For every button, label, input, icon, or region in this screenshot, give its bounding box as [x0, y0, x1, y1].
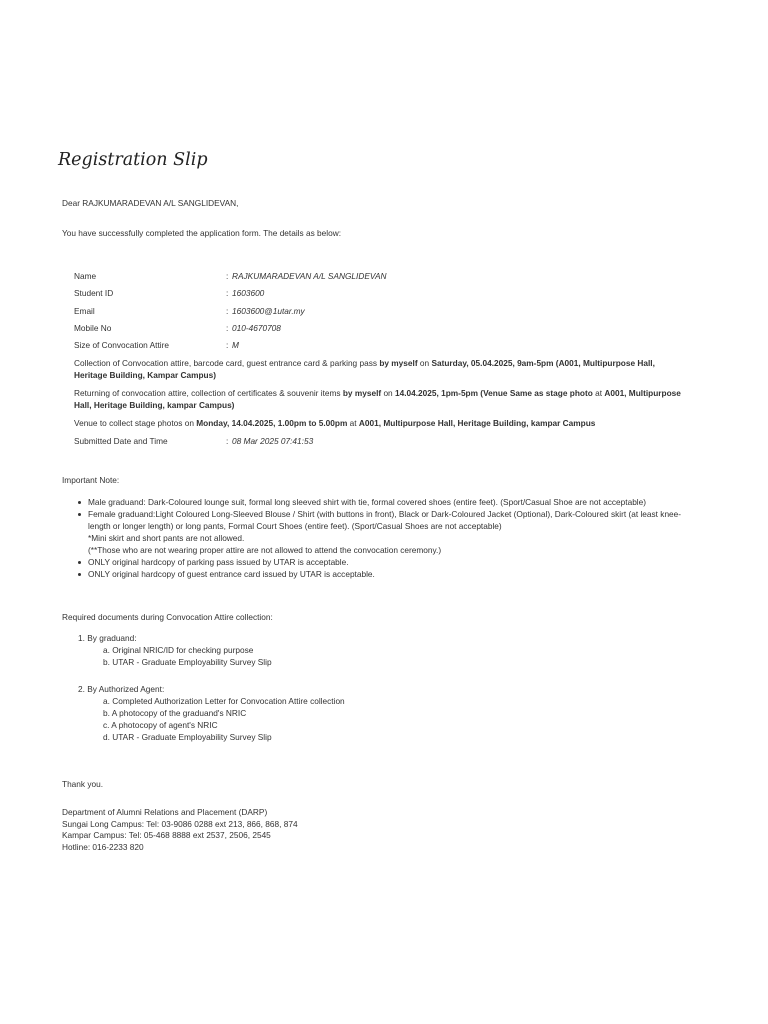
collection-who: by myself — [379, 358, 418, 369]
detail-colon: : — [226, 288, 229, 299]
detail-value: 1603600@1utar.my — [232, 305, 305, 316]
list-item: a. Original NRIC/ID for checking purpose — [103, 645, 254, 655]
venue-where: A001, Multipurpose Hall, Heritage Building, kampar Campus — [358, 418, 596, 429]
collection-when-where: Saturday, 05.04.2025, 9am-5pm (A001, Multipurpose Hall, Heritage Building, Kampar Campus) — [74, 358, 655, 381]
detail-label: Email — [74, 305, 95, 316]
required-documents-heading: Required documents during Convocation Attire collection: — [62, 612, 273, 622]
collection-text: Collection of Convocation attire, barcode card, guest entrance card & parking pass — [74, 358, 380, 369]
required-documents-list — [78, 632, 578, 743]
thank-you-text: Thank you. — [62, 779, 104, 789]
note-text: ONLY original hardcopy of guest entrance card issued by UTAR is acceptable. — [88, 569, 375, 579]
returning-where: A001, Multipurpose Hall, Heritage Building, kampar Campus) — [74, 388, 681, 411]
detail-row-mobile — [74, 322, 684, 339]
list-item: c. A photocopy of agent's NRIC — [103, 720, 218, 730]
detail-row-submitted — [74, 435, 684, 452]
collection-text: on — [417, 358, 432, 369]
detail-value: 1603600 — [232, 288, 265, 299]
details-section — [74, 270, 684, 452]
detail-label: Submitted Date and Time — [74, 435, 168, 446]
detail-label: Size of Convocation Attire — [74, 340, 170, 351]
required-group-title: 1. By graduand: — [78, 633, 137, 643]
detail-colon: : — [226, 322, 229, 333]
note-text: Male graduand: Dark-Coloured lounge suit, formal long sleeved shirt with tie, formal covered shoes (entire feet). (Sport/Casual Shoe are not acceptable) — [88, 497, 647, 507]
detail-row-attire-size — [74, 339, 684, 356]
detail-value: 08 Mar 2025 07:41:53 — [232, 435, 314, 446]
detail-colon: : — [226, 271, 229, 281]
returning-info — [74, 387, 684, 417]
footer-kampar: Kampar Campus: Tel: 05-468 8888 ext 2537, 2506, 2545 — [62, 830, 271, 840]
important-note-heading: Important Note: — [62, 475, 120, 485]
returning-text: at — [592, 388, 605, 399]
list-item: b. A photocopy of the graduand's NRIC — [103, 708, 247, 718]
detail-colon: : — [226, 305, 229, 316]
detail-row-name — [74, 270, 684, 287]
detail-colon: : — [226, 435, 229, 446]
footer-hotline: Hotline: 016-2233 820 — [62, 841, 144, 852]
note-text: Female graduand:Light Coloured Long-Sleeved Blouse / Shirt (with buttons in front), Black or Dark-Coloured Jacket (Optional), Dark-Coloured skirt (at least knee-length or longer length) or long pants, Formal Court Shoes (entire feet). (Sport/Casual Shoes are not acceptable) — [88, 509, 682, 531]
note-text: ONLY original hardcopy of parking pass issued by UTAR is acceptable. — [88, 557, 349, 567]
page-title: Registration Slip — [58, 150, 208, 170]
note-subtext: *Mini skirt and short pants are not allowed. — [88, 533, 245, 543]
important-note-list — [78, 496, 688, 580]
detail-value: M — [232, 340, 239, 351]
detail-label: Student ID — [74, 288, 114, 299]
list-item: d. UTAR - Graduate Employability Survey Slip — [103, 732, 272, 742]
required-group-title: 2. By Authorized Agent: — [78, 684, 165, 694]
detail-row-student-id — [74, 287, 684, 304]
footer-sungai-long: Sungai Long Campus: Tel: 03-9086 0288 ext 213, 866, 868, 874 — [62, 818, 298, 829]
intro-text: You have successfully completed the application form. The details as below: — [62, 228, 342, 238]
returning-who: by myself — [342, 388, 382, 399]
list-item: a. Completed Authorization Letter for Convocation Attire collection — [103, 696, 345, 706]
detail-value: 010-4670708 — [232, 322, 281, 333]
returning-text: Returning of convocation attire, collection of certificates & souvenir items — [74, 388, 343, 399]
detail-label: Name — [74, 271, 97, 281]
detail-value: RAJKUMARADEVAN A/L SANGLIDEVAN — [232, 271, 387, 281]
contact-footer — [62, 807, 298, 853]
list-item — [78, 496, 688, 508]
detail-label: Mobile No — [74, 322, 112, 333]
venue-when: Monday, 14.04.2025, 1.00pm to 5.00pm — [196, 418, 348, 429]
returning-text: on — [381, 388, 395, 399]
salutation: Dear RAJKUMARADEVAN A/L SANGLIDEVAN, — [62, 198, 239, 208]
venue-text: at — [347, 418, 359, 429]
footer-department: Department of Alumni Relations and Placement (DARP) — [62, 807, 268, 817]
list-item — [78, 568, 688, 580]
collection-info — [74, 357, 684, 387]
note-subtext: (**Those who are not wearing proper attire are not allowed to attend the convocation ceremony.) — [88, 545, 442, 555]
venue-text: Venue to collect stage photos on — [74, 418, 197, 429]
list-item — [78, 508, 688, 556]
stage-photo-info — [74, 417, 684, 435]
detail-row-email — [74, 305, 684, 322]
list-item — [78, 556, 688, 568]
returning-when: 14.04.2025, 1pm-5pm (Venue Same as stage photo — [394, 388, 593, 399]
list-item: b. UTAR - Graduate Employability Survey Slip — [103, 657, 272, 667]
detail-colon: : — [226, 340, 229, 351]
